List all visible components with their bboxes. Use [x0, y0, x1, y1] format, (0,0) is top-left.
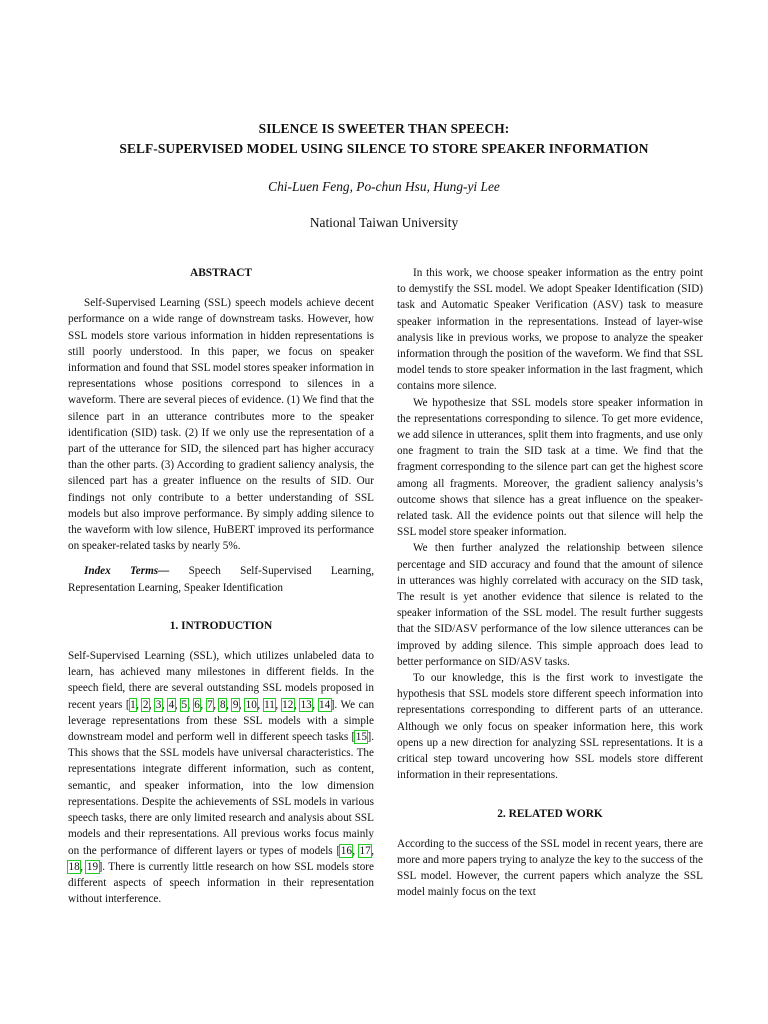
abstract-heading: ABSTRACT	[189, 267, 253, 279]
authors: Chi-Luen Feng, Po-chun Hsu, Hung-yi Lee	[268, 179, 500, 194]
citation-link[interactable]: 10	[245, 698, 257, 711]
right-paragraph-4: To our knowledge, this is the first work to investigate the hypothesis that SSL models store different speech information into representations corresponding to different parts of an utterance. Although we only focus on speaker information here, this work opens up a new direction for analyzing SSL representations. It is a critical step toward uncovering how SSL models store different information in their representations.	[397, 672, 703, 782]
abstract-text: Self-Supervised Learning (SSL) speech models achieve decent performance on a wide range of downstream tasks. However, how SSL models store various information in hidden representations is still poorly understood. In this paper, we focus on speaker information and found that SSL model stores speaker information in representations whose positions correspond to silences in a waveform. There are several pieces of evidence. (1) We find that the silence part in an utterance contributes more to the speaker identification (SID) task. (2) If we only use the representation of a part of the utterance for SID, the silenced part has higher accuracy than the other parts. (3) According to gradient saliency analysis, the silenced part has a greater influence on the results of SID. Our findings not only contribute to a better understanding of SSL models but also improve performance. By simply adding silence to the waveform with low silence, HuBERT improved its performance on speaker-related tasks by nearly 5%.	[68, 297, 374, 553]
introduction-paragraph	[68, 648, 374, 907]
index-terms-label: Index Terms—	[84, 565, 170, 578]
citation-group-2: 16, 17, 18, 19	[68, 844, 375, 873]
citation-link[interactable]: 14	[319, 698, 331, 711]
citation-link[interactable]: 18	[68, 860, 80, 873]
right-column	[397, 265, 703, 901]
citation-link[interactable]: 7	[207, 698, 213, 711]
citation-link[interactable]: 12	[282, 698, 294, 711]
left-column	[68, 265, 374, 907]
paper-title-line2: SELF-SUPERVISED MODEL USING SILENCE TO STORE SPEAKER INFORMATION	[119, 141, 649, 156]
right-paragraph-2: We hypothesize that SSL models store speaker information in the representations corresponding to silence. To get more evidence, we add silence in utterances, split them into fragments, and use only one fragment to train the SID task at a time. We find that the fragment corresponding to the silence part can get the highest score among all fragments. Moreover, the gradient saliency analysis’s outcome shows that silence has a great influence on the speaker-related task. All the evidence points out that silence will help the SSL model store speaker information.	[397, 396, 703, 539]
introduction-heading: 1. INTRODUCTION	[169, 619, 273, 632]
citation-link[interactable]: 9	[232, 698, 239, 711]
citation-link[interactable]: 2	[142, 698, 149, 711]
intro-text-b: ]. We can leverage representations from these SSL models with a simple downstream model and perform well in different speech tasks [	[68, 698, 375, 744]
index-terms-text: Speech Self-Supervised Learning, Representation Learning, Speaker Identification	[68, 565, 374, 594]
citation-link[interactable]: 8	[219, 698, 226, 711]
related-work-paragraph: According to the success of the SSL model in recent years, there are more and more papers trying to analyze the key to the success of the SSL model. However, the current papers which analyze the SSL model mainly focus on the text	[397, 837, 703, 899]
related-work-heading: 2. RELATED WORK	[497, 807, 603, 820]
intro-text-c: ]. This shows that the SSL models have universal characteristics. The representations integrate different information, such as content, semantic, and speaker information, into the low dimension representations. Despite the achievements of SSL models in various speech tasks, there are only limited research and analysis about SSL models and their representations. All previous works focus mainly on the performance of different layers or types of models [	[68, 731, 374, 857]
citation-link[interactable]: 15	[355, 731, 367, 744]
paper-title-line1: SILENCE IS SWEETER THAN SPEECH:	[258, 121, 510, 136]
citation-link[interactable]: 6	[194, 698, 200, 711]
citation-link[interactable]: 3	[155, 698, 162, 711]
right-paragraph-1: In this work, we choose speaker information as the entry point to demystify the SSL model. We adopt Speaker Identification (SID) task and Automatic Speaker Verification (ASV) task to measure speaker information in the representations. Instead of layer-wise analysis like in previous works, we propose to analyze the speaker information through the position of the waveform. We find that SSL model tends to store speaker information in the last fragment, which contains more silence.	[397, 267, 703, 393]
affiliation: National Taiwan University	[309, 215, 459, 230]
citation-link[interactable]: 5	[181, 698, 188, 711]
right-paragraph-3: We then further analyzed the relationship between silence percentage and SID accuracy and found that the amount of silence in utterances was highly correlated with accuracy on the SID task, The result is yet another evidence that silence is related to the speaker information of the SSL model. The result further suggests that the SID/ASV performance of the low silence utterances can be improved by adding silence. This simple approach does lead to better performance on SID/ASV tasks.	[397, 542, 703, 668]
citation-link[interactable]: 1	[130, 698, 136, 711]
citation-link[interactable]: 16	[340, 844, 352, 857]
citation-link[interactable]: 19	[86, 860, 99, 873]
intro-text-d: ]. There is currently little research on how SSL models store different aspects of speech information in their representation without interference.	[68, 860, 374, 906]
citation-group-1: 1, 2, 3, 4, 5, 6, 7, 8, 9, 10, 11, 12, 13, 14	[130, 698, 331, 711]
intro-text-a: Self-Supervised Learning (SSL), which utilizes unlabeled data to learn, has achieved many milestones in different fields. In the speech field, there are several outstanding SSL models proposed in recent years [	[68, 650, 374, 711]
citation-link[interactable]: 17	[359, 844, 371, 857]
citation-link[interactable]: 13	[300, 698, 312, 711]
citation-link[interactable]: 11	[264, 698, 275, 711]
index-terms	[68, 563, 374, 595]
citation-link[interactable]: 4	[168, 698, 175, 711]
